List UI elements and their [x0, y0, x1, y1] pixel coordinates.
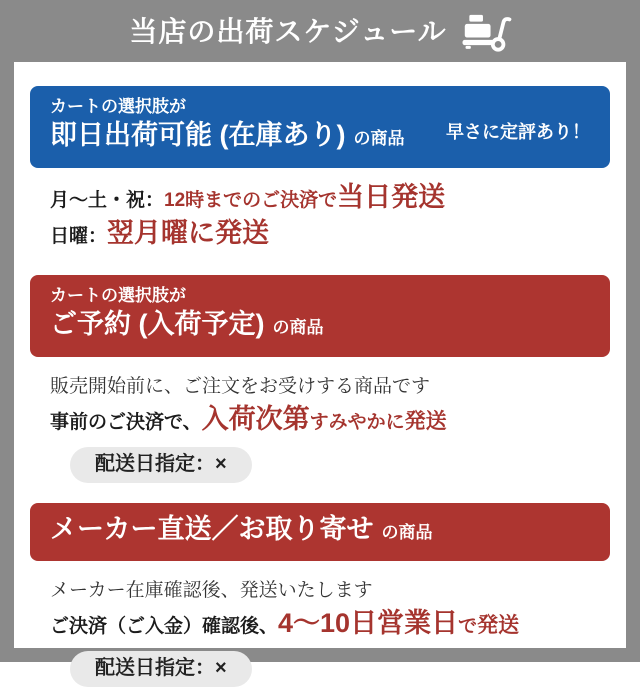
direct-mid: で — [458, 616, 478, 637]
section-preorder-title-text: ご予約 (入荷予定) — [50, 309, 265, 339]
page-title: 当店の出荷スケジュール — [129, 16, 447, 47]
card-content — [14, 62, 626, 679]
delivery-date-pill: 配送日指定：× — [70, 651, 252, 687]
handtruck-icon — [461, 11, 511, 52]
preorder-emphasis: 入荷次第 — [201, 404, 310, 434]
preorder-ship-line — [50, 403, 610, 439]
card-header — [0, 0, 640, 62]
speed-reputation-badge: 早さに定評あり！ — [446, 122, 590, 143]
section-sameday-title-suffix: の商品 — [353, 129, 405, 148]
sameday-sunday-line — [50, 217, 610, 253]
preorder-tail: 発送 — [404, 410, 447, 433]
sunday-emphasis: 翌月曜に発送 — [107, 218, 270, 248]
section-direct-title-text: メーカー直送／お取り寄せ — [50, 514, 374, 544]
section-direct-title — [50, 513, 590, 549]
sunday-label: 日曜： — [50, 226, 108, 247]
section-preorder-title — [50, 307, 590, 345]
direct-emphasis: 4〜10日営業日 — [278, 608, 459, 638]
weekday-emphasis: 当日発送 — [337, 182, 446, 212]
direct-label: ご決済（ご入金）確認後、 — [50, 616, 279, 637]
weekday-label: 月〜土・祝： — [50, 190, 165, 211]
section-direct-body — [50, 574, 610, 687]
section-preorder-body — [50, 370, 610, 483]
preorder-info-line: 販売開始前に、ご注文をお受けする商品です — [50, 376, 431, 397]
direct-info-line: メーカー在庫確認後、発送いたします — [50, 580, 373, 601]
delivery-date-pill: 配送日指定：× — [70, 447, 252, 483]
section-sameday-body — [50, 181, 610, 253]
section-preorder-subtitle: カートの選択肢が — [50, 286, 186, 305]
section-direct-header — [30, 503, 610, 561]
preorder-mid: すみやかに — [309, 412, 405, 433]
weekday-condition: 12時までのご決済で — [164, 190, 338, 211]
section-sameday-title-text: 即日出荷可能 (在庫あり) — [50, 120, 346, 150]
section-preorder-title-suffix: の商品 — [272, 318, 324, 337]
section-preorder-header — [30, 275, 610, 357]
direct-ship-line — [50, 607, 610, 643]
sameday-weekday-line — [50, 181, 610, 217]
section-sameday-subtitle: カートの選択肢が — [50, 97, 186, 116]
section-sameday-header — [30, 86, 610, 168]
preorder-label: 事前のご決済で、 — [50, 412, 202, 433]
section-direct-title-suffix: の商品 — [381, 523, 433, 542]
direct-tail: 発送 — [477, 614, 520, 637]
